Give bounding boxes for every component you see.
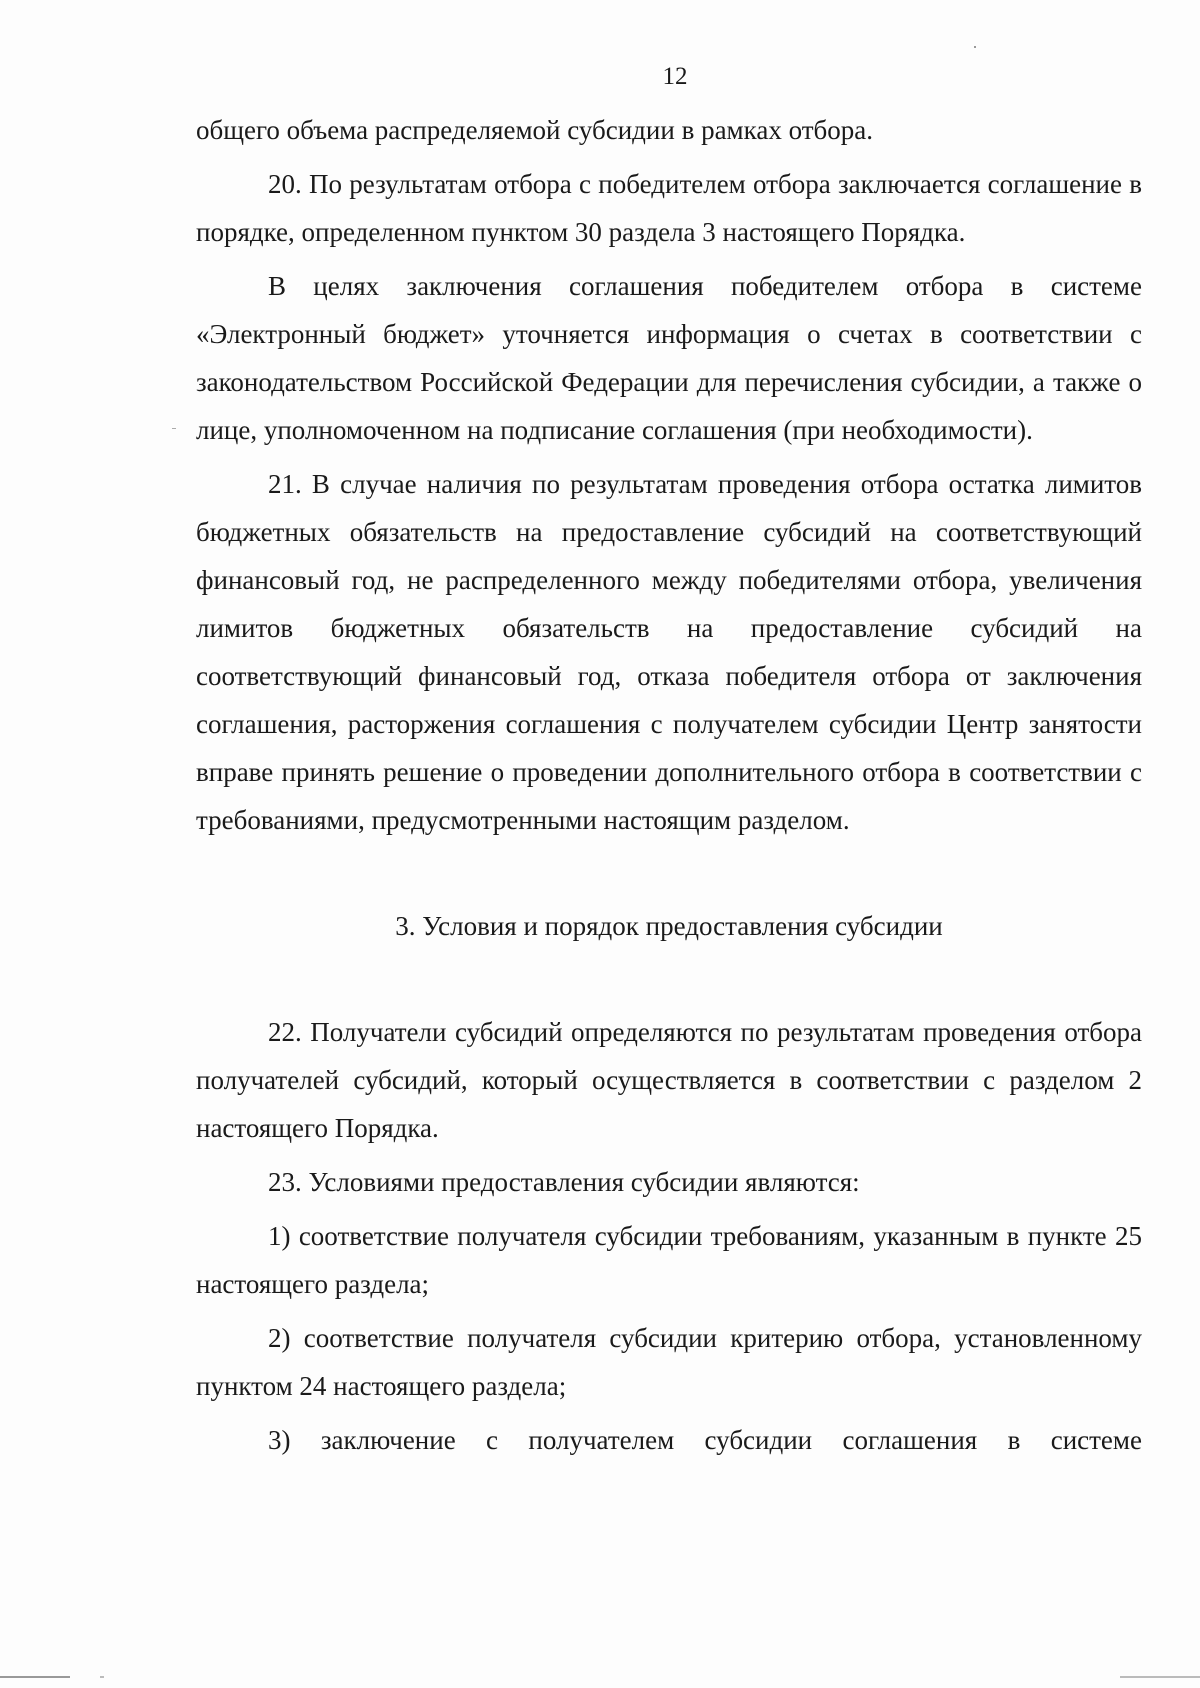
paragraph: общего объема распределяемой субсидии в рамках отбора. (196, 115, 873, 145)
section-heading: 3. Условия и порядок предоставления субсидии (395, 911, 943, 941)
list-item-1: 1) соответствие получателя субсидии требованиям, указанным в пункте 25 настоящего раздела; (196, 1221, 1142, 1299)
scan-edge-line (0, 1676, 1200, 1678)
paragraph-21: 21. В случае наличия по результатам проведения отбора остатка лимитов бюджетных обязательств на предоставление субсидий на соответствующий финансовый год, не распределенного между победителями отбора, увеличения лимитов бюджетных обязательств на предоставление субсидий на соответствующий финансовый год, отказа победителя отбора от заключения соглашения, расторжения соглашения с получателем субсидии Центр занятости вправе принять решение о проведении дополнительного отбора в соответствии с требованиями, предусмотренными настоящим разделом. (196, 469, 1142, 835)
list-item-3: 3) заключение с получателем субсидии соглашения в системе (268, 1425, 1142, 1455)
list-item-2: 2) соответствие получателя субсидии критерию отбора, установленному пунктом 24 настоящего раздела; (196, 1323, 1142, 1401)
paragraph-22: 22. Получатели субсидий определяются по результатам проведения отбора получателей субсидий, который осуществляется в соответствии с разделом 2 настоящего Порядка. (196, 1017, 1142, 1143)
paragraph: В целях заключения соглашения победителем отбора в системе «Электронный бюджет» уточняется информация о счетах в соответствии с законодательством Российской Федерации для перечисления субсидии, а также о лице, уполномоченном на подписание соглашения (при необходимости). (196, 271, 1142, 445)
paragraph-23: 23. Условиями предоставления субсидии являются: (268, 1167, 860, 1197)
paragraph-20: 20. По результатам отбора с победителем отбора заключается соглашение в порядке, определенном пунктом 30 раздела 3 настоящего Порядка. (196, 169, 1142, 247)
document-body (196, 106, 1142, 1470)
page-number: 12 (662, 63, 688, 90)
scan-artifact (172, 428, 176, 429)
scan-artifact (974, 46, 976, 48)
